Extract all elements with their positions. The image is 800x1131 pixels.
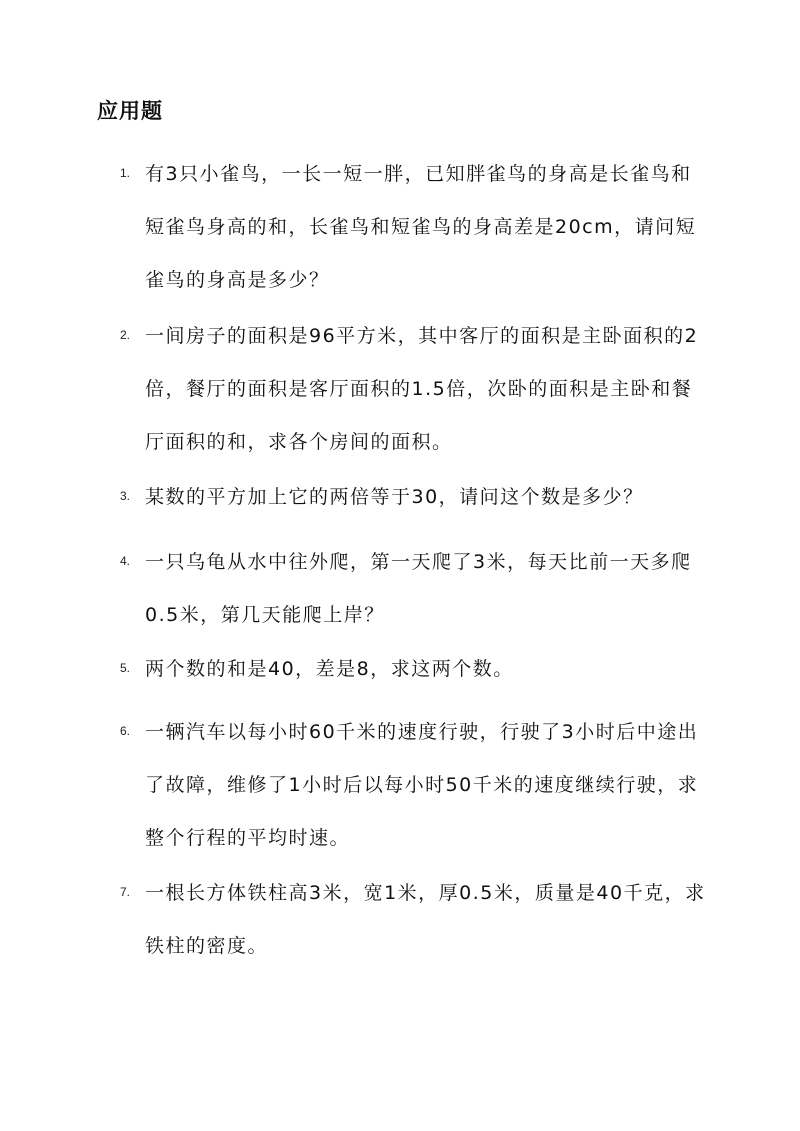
question-item — [120, 310, 710, 469]
question-text: 一间房子的面积是96平方米，其中客厅的面积是主卧面积的2倍，餐厅的面积是客厅面积的1.5倍，次卧的面积是主卧和餐厅面积的和，求各个房间的面积。 — [145, 325, 699, 453]
question-number: 7. — [120, 885, 131, 899]
question-number: 2. — [120, 328, 131, 342]
question-text: 一只乌龟从水中往外爬，第一天爬了3米，每天比前一天多爬0.5米，第几天能爬上岸？ — [145, 551, 692, 626]
question-text: 一根长方体铁柱高3米，宽1米，厚0.5米，质量是40千克，求铁柱的密度。 — [145, 882, 706, 957]
question-number: 4. — [120, 554, 131, 568]
question-item — [120, 148, 710, 307]
question-number: 1. — [120, 166, 131, 180]
question-text: 有3只小雀鸟，一长一短一胖，已知胖雀鸟的身高是长雀鸟和短雀鸟身高的和，长雀鸟和短雀鸟的身高差是20cm，请问短雀鸟的身高是多少？ — [145, 163, 697, 291]
question-item — [120, 643, 710, 696]
question-number: 3. — [120, 489, 131, 503]
question-item — [120, 471, 710, 524]
question-item — [120, 706, 710, 865]
question-number: 6. — [120, 724, 131, 738]
question-text: 某数的平方加上它的两倍等于30，请问这个数是多少？ — [145, 486, 644, 508]
question-item — [120, 536, 710, 642]
question-number: 5. — [120, 661, 131, 675]
page-title: 应用题 — [97, 99, 163, 123]
question-text: 一辆汽车以每小时60千米的速度行驶，行驶了3小时后中途出了故障，维修了1小时后以每小时50千米的速度继续行驶，求整个行程的平均时速。 — [145, 721, 699, 849]
question-text: 两个数的和是40，差是8，求这两个数。 — [145, 658, 514, 680]
question-item — [120, 867, 710, 973]
